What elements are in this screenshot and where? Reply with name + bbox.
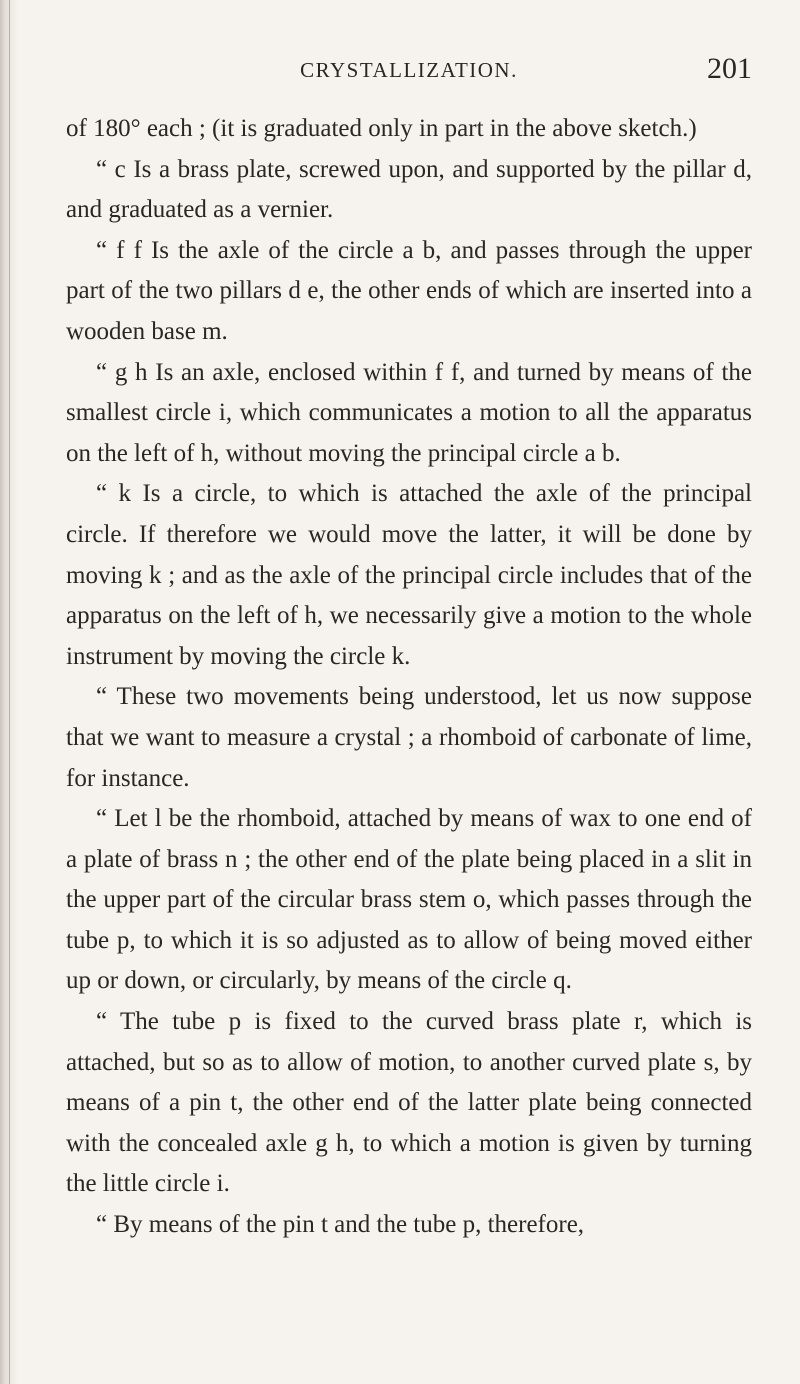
paragraph-axle-ff: “ f f Is the axle of the circle a b, and passes through the upper part of the two pillars d e, the other ends of which are inserted into a wooden base m.	[66, 236, 752, 345]
running-title: CRYSTALLIZATION.	[300, 58, 518, 82]
paragraph-continuation: of 180° each ; (it is graduated only in part in the above sketch.)	[66, 115, 697, 142]
paragraph-pin-t: “ By means of the pin t and the tube p, therefore,	[96, 1211, 585, 1239]
paragraph-axle-gh: “ g h Is an axle, enclosed within f f, and turned by means of the smallest circle i, which communicates a motion to all the apparatus on the left of h, without moving the principal circle a b.	[66, 358, 752, 467]
binding-shadow-line	[9, 0, 10, 1384]
page-number: 201	[707, 52, 752, 85]
paragraph-rhomboid-l: “ Let l be the rhomboid, attached by means of wax to one end of a plate of brass n ; the other end of the plate being placed in a slit in the upper part of the circular brass stem o, which passes through the tube p, to which it is so adjusted as to allow of being moved either up or down, or circularly, by means of the circle q.	[66, 805, 752, 995]
body-text	[66, 109, 752, 1246]
paragraph-two-movements: “ These two movements being understood, let us now suppose that we want to measure a crystal ; a rhomboid of carbonate of lime, for instance.	[66, 683, 752, 792]
paragraph-circle-k: “ k Is a circle, to which is attached the axle of the principal circle. If therefore we would move the latter, it will be done by moving k ; and as the axle of the principal circle includes that of the apparatus on the left of h, we necessarily give a motion to the whole instrument by moving the circle k.	[66, 480, 752, 670]
paragraph-tube-p: “ The tube p is fixed to the curved brass plate r, which is attached, but so as to allow of motion, to another curved plate s, by means of a pin t, the other end of the latter plate being connected with the concealed axle g h, to which a motion is given by turning the little circle i.	[66, 1008, 752, 1198]
paragraph-brass-plate-c: “ c Is a brass plate, screwed upon, and supported by the pillar d, and graduated as a vernier.	[66, 155, 752, 224]
running-head	[66, 52, 752, 92]
book-page	[66, 52, 752, 1246]
